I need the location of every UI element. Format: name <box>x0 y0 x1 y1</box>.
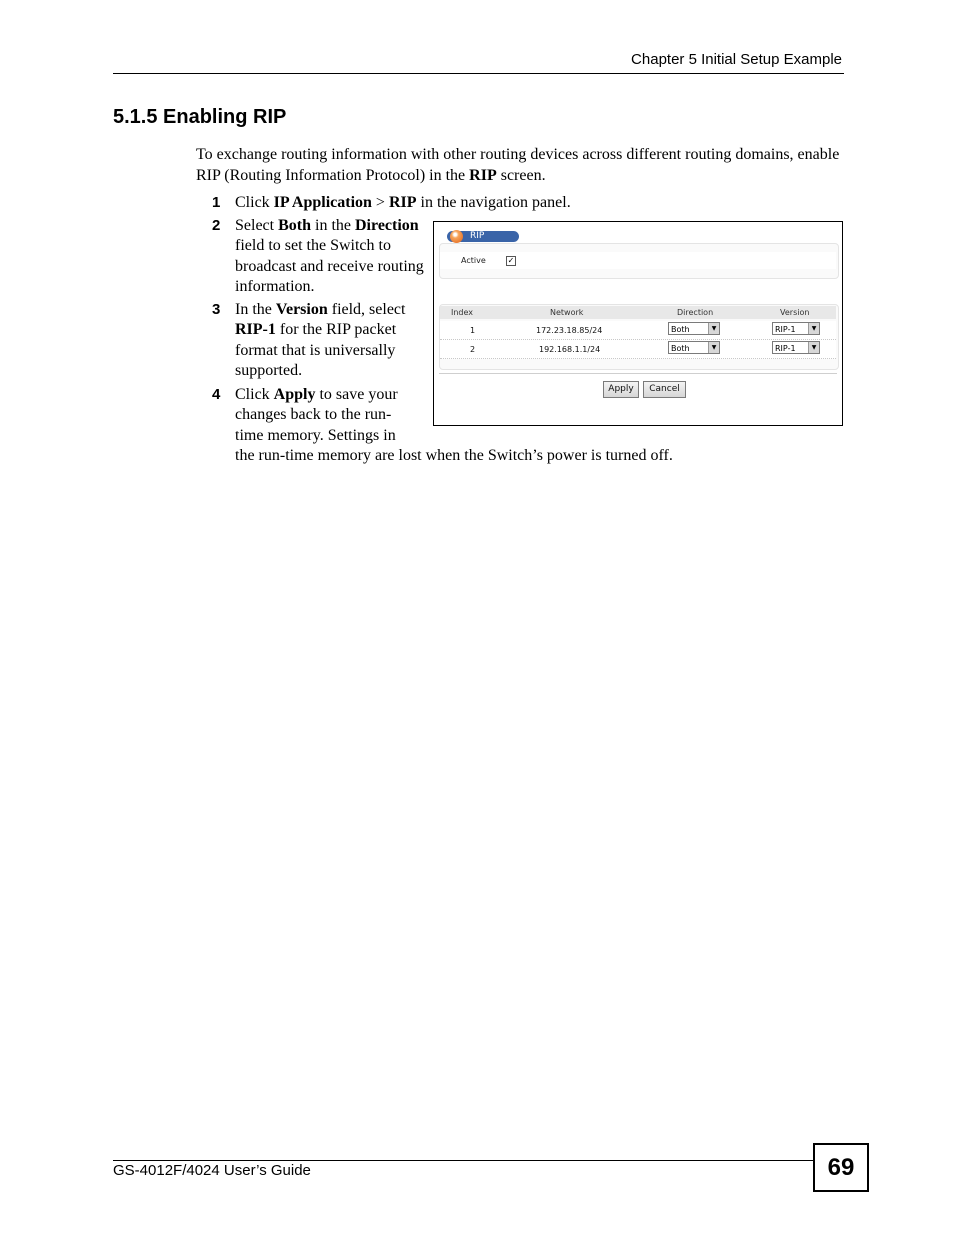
intro-paragraph <box>196 145 846 186</box>
active-row <box>440 252 836 269</box>
section-title: 5.1.5 Enabling RIP <box>113 106 287 128</box>
step-1-text: Click IP Application > RIP in the navigation panel. <box>235 194 571 211</box>
orange-ball-icon <box>450 230 463 243</box>
column-header-index: Index <box>451 308 474 317</box>
header-rule <box>113 73 844 74</box>
intro-bold: RIP <box>469 166 497 184</box>
chevron-down-icon: ▼ <box>708 323 719 334</box>
row-index: 2 <box>470 345 476 354</box>
rip-screenshot <box>433 221 843 426</box>
step-number: 1 <box>212 194 221 211</box>
step-number: 3 <box>212 301 221 318</box>
step-4-text: Click Apply to save your changes back to the run-time memory. Settings in the run-time memory are lost when the Switch’s power is turned off. <box>235 386 673 465</box>
chapter-header: Chapter 5 Initial Setup Example <box>631 51 842 68</box>
step-number: 4 <box>212 386 221 403</box>
button-separator <box>439 373 837 374</box>
column-header-direction: Direction <box>677 308 714 317</box>
footer-guide-title: GS-4012F/4024 User’s Guide <box>113 1162 311 1179</box>
intro-text: To exchange routing information with other routing devices across different routing domains, enable RIP (Routing Information Protocol) in the <box>196 146 840 184</box>
chevron-down-icon: ▼ <box>708 342 719 353</box>
chevron-down-icon: ▼ <box>808 342 819 353</box>
active-checkbox[interactable]: ✓ <box>507 256 515 265</box>
row-network: 172.23.18.85/24 <box>536 326 603 335</box>
rip-tab-label: RIP <box>470 231 485 241</box>
step-3-text: In the Version field, select RIP-1 for the RIP packet format that is universally supported. <box>235 301 406 380</box>
column-header-version: Version <box>780 308 810 317</box>
direction-select[interactable]: Both ▼ <box>668 322 720 335</box>
footer-rule <box>113 1160 813 1161</box>
step-2-text: Select Both in the Direction field to set the Switch to broadcast and receive routing information. <box>235 217 424 296</box>
version-select[interactable]: RIP-1 ▼ <box>772 341 820 354</box>
active-label: Active <box>461 256 486 265</box>
row-network: 192.168.1.1/24 <box>539 345 601 354</box>
page-number: 69 <box>813 1143 869 1192</box>
apply-button[interactable]: Apply <box>603 381 639 398</box>
chevron-down-icon: ▼ <box>808 323 819 334</box>
direction-select[interactable]: Both ▼ <box>668 341 720 354</box>
table-header <box>440 306 836 319</box>
version-select[interactable]: RIP-1 ▼ <box>772 322 820 335</box>
step-number: 2 <box>212 217 221 234</box>
cancel-button[interactable]: Cancel <box>643 381 686 398</box>
row-index: 1 <box>470 326 476 335</box>
intro-text-end: screen. <box>496 166 546 184</box>
column-header-network: Network <box>550 308 584 317</box>
